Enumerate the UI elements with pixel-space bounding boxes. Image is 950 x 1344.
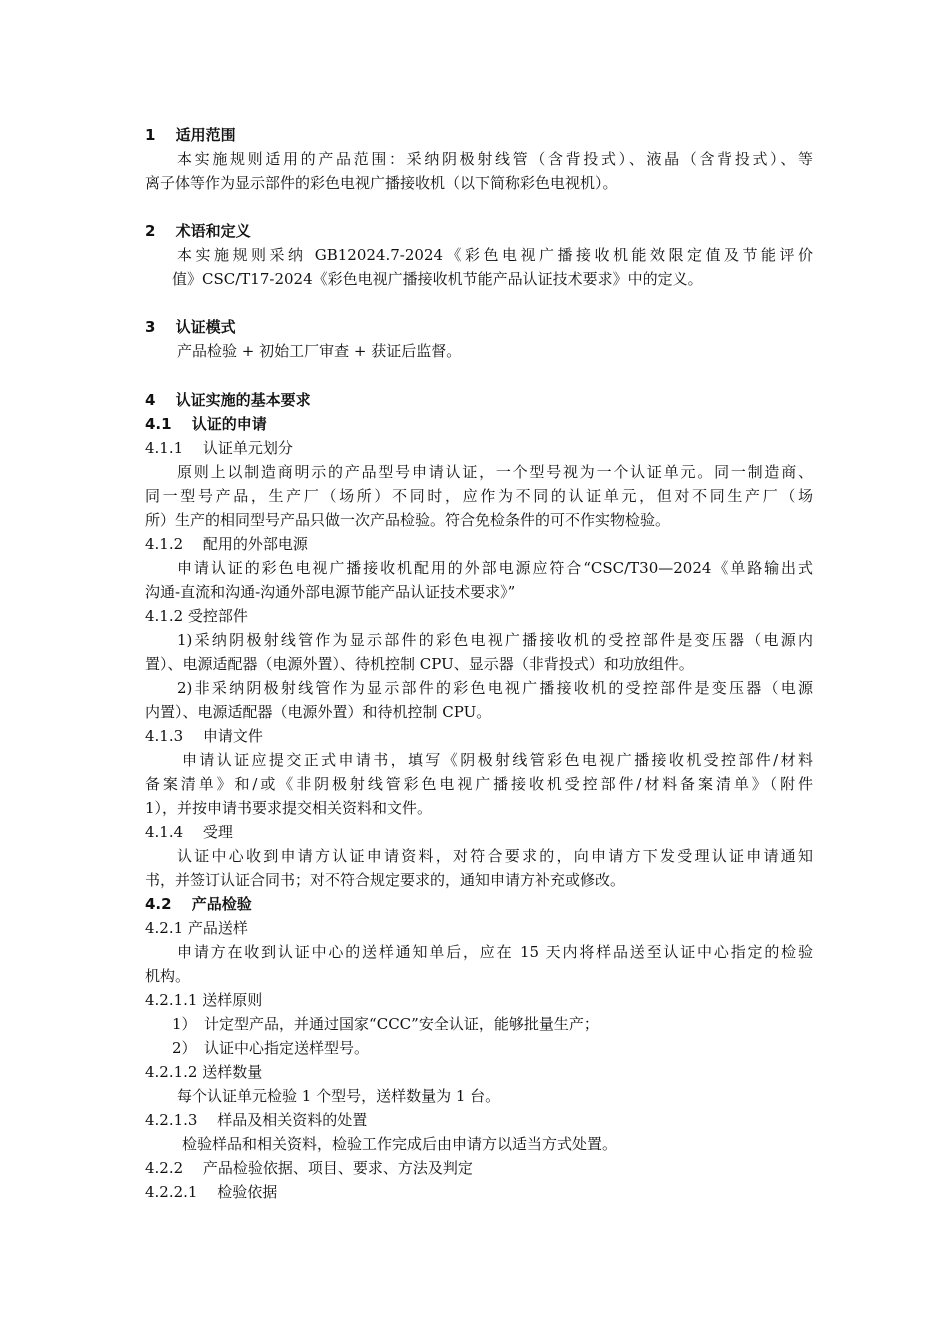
section-2-paragraph-line-1: 本实施规则采纳 GB12024.7-2024《彩色电视广播接收机能效限定值及节能评价 [177,246,813,264]
section-4-1-4-line-1: 认证中心收到申请方认证申请资料，对符合要求的，向申请方下发受理认证申请通知 [177,847,813,865]
section-4-2-1-line-1: 申请方在收到认证中心的送样通知单后，应在 15 天内将样品送至认证中心指定的检验 [177,943,813,961]
section-4-1-heading: 4.1 认证的申请 [145,415,267,433]
section-4-2-1-3-heading: 4.2.1.3 样品及相关资料的处置 [145,1111,368,1129]
section-4-2-1-line-2: 机构。 [145,967,191,985]
section-4-1-2-line-1: 申请认证的彩色电视广播接收机配用的外部电源应符合“CSC/T30—2024《单路输出式 [177,559,813,577]
section-4-1-3-line-2: 备案清单》和/或《非阴极射线管彩色电视广播接收机受控部件/材料备案清单》（附件 [145,775,813,793]
section-1-paragraph-line-2: 离子体等作为显示部件的彩色电视广播接收机（以下简称彩色电视机）。 [145,174,618,192]
section-2-heading: 2 术语和定义 [145,222,251,240]
section-4-1-2b-line-2: 置）、电源适配器（电源外置）、待机控制 CPU、显示器（非背投式）和功放组件。 [145,655,694,673]
section-4-2-2-1-heading: 4.2.2.1 检验依据 [145,1183,278,1201]
section-4-2-1-2-heading: 4.2.1.2 送样数量 [145,1063,263,1081]
section-1-paragraph-line-1: 本实施规则适用的产品范围：采纳阴极射线管（含背投式）、液晶（含背投式）、等 [177,150,813,168]
section-4-2-1-3-line: 检验样品和相关资料，检验工作完成后由申请方以适当方式处置。 [182,1135,618,1153]
section-4-1-2b-heading: 4.1.2 受控部件 [145,607,248,625]
section-4-1-3-line-3: 1），并按申请书要求提交相关资料和文件。 [145,799,433,817]
section-3-paragraph: 产品检验 + 初始工厂审查 + 获证后监督。 [177,342,462,360]
section-4-1-2b-line-3: 2)非采纳阴极射线管作为显示部件的彩色电视广播接收机的受控部件是变压器（电源 [177,679,813,697]
section-4-2-heading: 4.2 产品检验 [145,895,252,913]
section-4-2-1-1-heading: 4.2.1.1 送样原则 [145,991,263,1009]
section-4-1-2-line-2: 沟通-直流和沟通-沟通外部电源节能产品认证技术要求》” [145,583,516,601]
section-4-2-1-2-line: 每个认证单元检验 1 个型号，送样数量为 1 台。 [177,1087,501,1105]
section-2-paragraph-line-2: 值》CSC/T17-2024《彩色电视广播接收机节能产品认证技术要求》中的定义。 [172,270,703,288]
section-4-2-1-1-item-2: 2） 认证中心指定送样型号。 [172,1039,370,1057]
section-4-1-1-line-2: 同一型号产品，生产厂（场所）不同时，应作为不同的认证单元，但对不同生产厂（场 [145,487,813,505]
section-4-1-4-line-2: 书，并签订认证合同书；对不符合规定要求的，通知申请方补充或修改。 [145,871,626,889]
section-4-1-2-heading: 4.1.2 配用的外部电源 [145,535,308,553]
section-4-1-3-line-1: 申请认证应提交正式申请书，填写《阴极射线管彩色电视广播接收机受控部件/材料 [182,751,813,769]
section-4-1-2b-line-4: 内置）、电源适配器（电源外置）和待机控制 CPU。 [145,703,492,721]
section-4-1-1-line-1: 原则上以制造商明示的产品型号申请认证，一个型号视为一个认证单元。同一制造商、 [177,463,813,481]
section-4-1-1-line-3: 所）生产的相同型号产品只做一次产品检验。符合免检条件的可不作实物检验。 [145,511,671,529]
section-3-heading: 3 认证模式 [145,318,236,336]
section-1-heading: 1 适用范围 [145,126,236,144]
section-4-heading: 4 认证实施的基本要求 [145,391,311,409]
section-4-1-3-heading: 4.1.3 申请文件 [145,727,263,745]
section-4-1-2b-line-1: 1)采纳阴极射线管作为显示部件的彩色电视广播接收机的受控部件是变压器（电源内 [177,631,813,649]
section-4-1-4-heading: 4.1.4 受理 [145,823,233,841]
section-4-1-1-heading: 4.1.1 认证单元划分 [145,439,293,457]
section-4-2-2-heading: 4.2.2 产品检验依据、项目、要求、方法及判定 [145,1159,473,1177]
section-4-2-1-1-item-1: 1） 计定型产品，并通过国家“CCC”安全认证，能够批量生产； [172,1015,599,1033]
section-4-2-1-heading: 4.2.1 产品送样 [145,919,248,937]
